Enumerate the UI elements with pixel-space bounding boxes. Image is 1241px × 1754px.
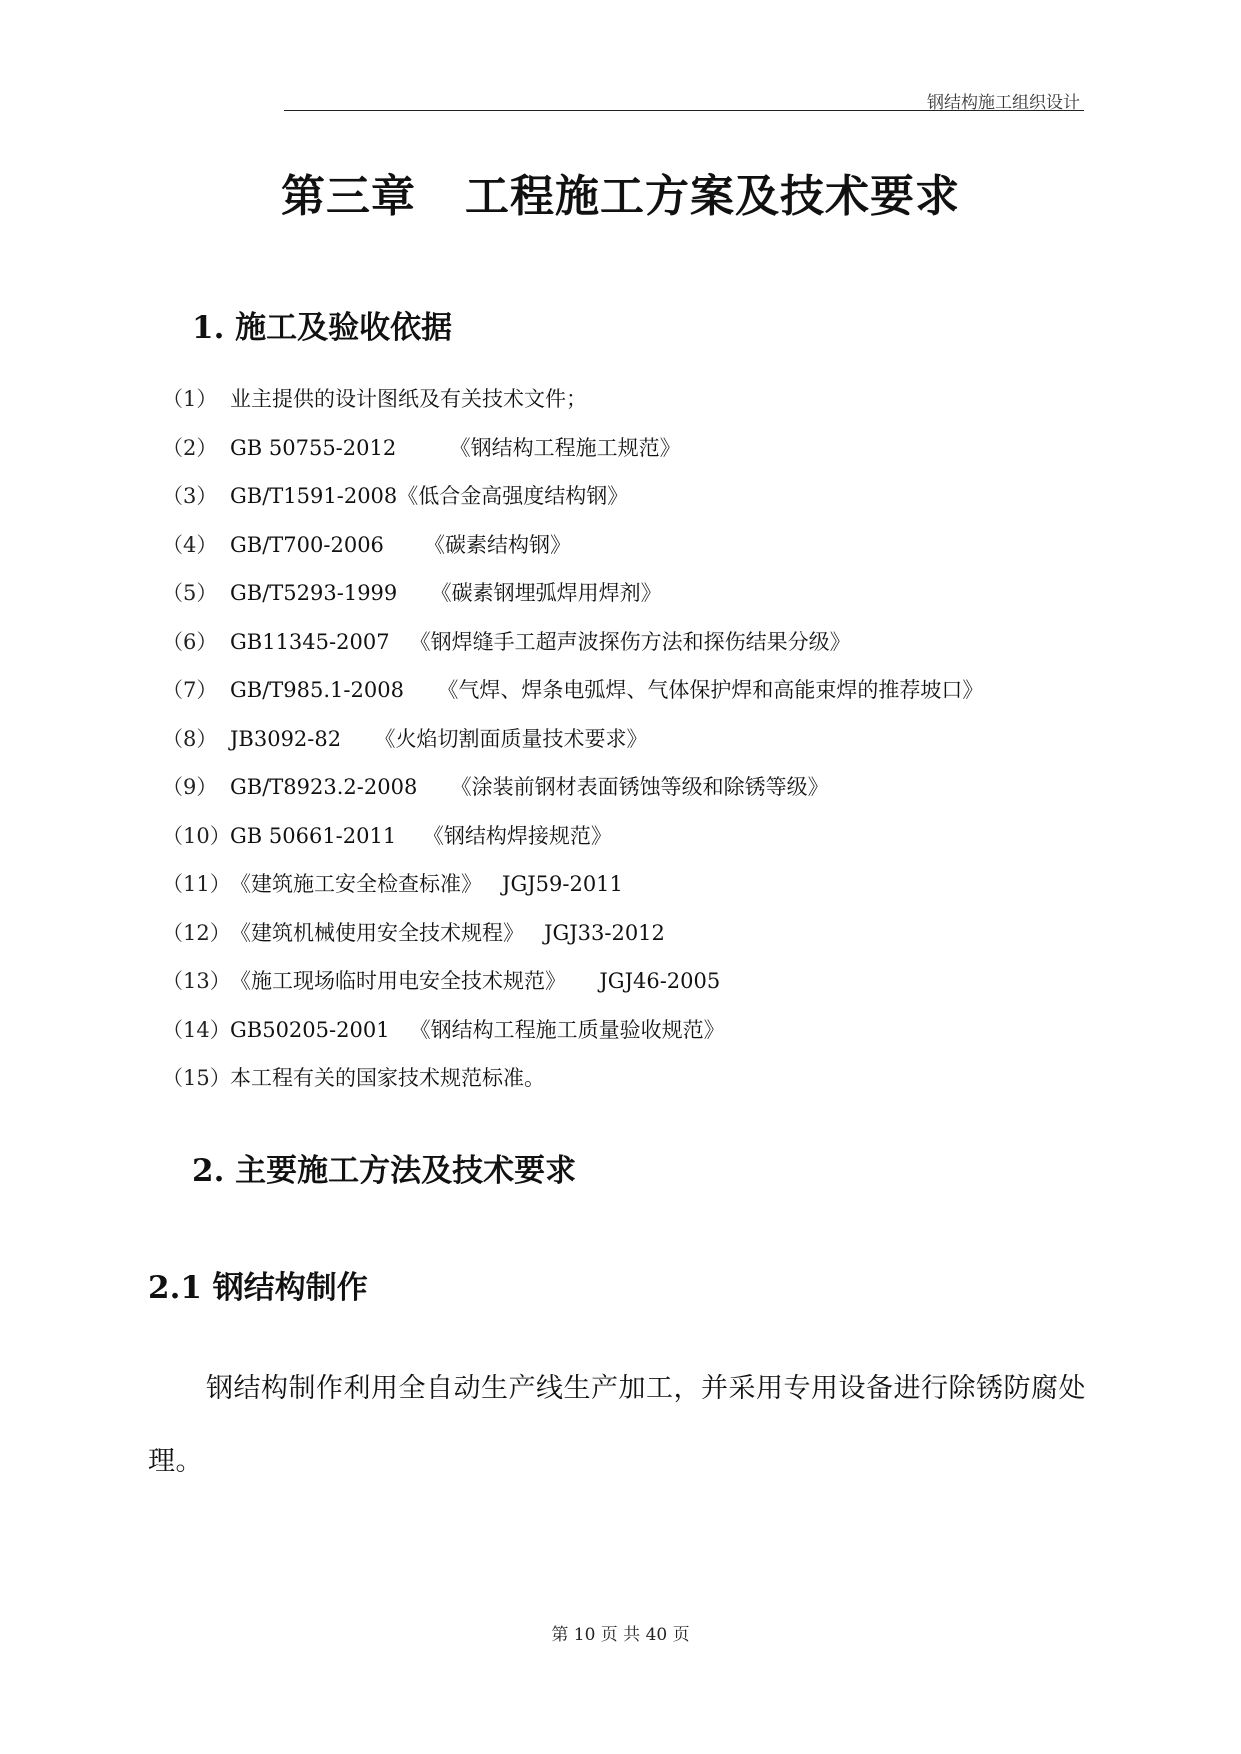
list-item <box>162 626 983 675</box>
list-item <box>162 577 983 626</box>
item-number: （15） <box>162 1066 231 1090</box>
reference-list <box>162 383 983 1111</box>
item-number: （9） <box>162 775 218 799</box>
item-number: （10） <box>162 823 231 848</box>
item-number: （6） <box>162 629 218 654</box>
header-title: 钢结构施工组织设计 <box>927 93 1080 113</box>
item-number: （4） <box>162 532 218 557</box>
item-number: （3） <box>162 484 218 508</box>
chapter-title: 第三章 工程施工方案及技术要求 <box>281 171 960 222</box>
item-number: （13） <box>162 969 231 993</box>
list-item <box>162 820 983 869</box>
list-item <box>162 529 983 578</box>
list-item <box>162 480 983 529</box>
subsection-title-fabrication: 2.1 钢结构制作 <box>148 1270 368 1306</box>
list-item <box>162 432 983 481</box>
item-text: GB/T985.1-2008 《气焊、焊条电弧焊、气体保护焊和高能束焊的推荐坡口》 <box>230 678 984 702</box>
item-text: 《建筑机械使用安全技术规程》 JGJ33-2012 <box>230 920 665 945</box>
item-number: （5） <box>162 581 218 605</box>
list-item <box>162 1014 983 1063</box>
item-text: GB11345-2007 《钢焊缝手工超声波探伤方法和探伤结果分级》 <box>230 629 851 654</box>
list-item <box>162 1062 983 1111</box>
list-item <box>162 917 983 966</box>
item-text: GB50205-2001 《钢结构工程施工质量验收规范》 <box>230 1017 725 1042</box>
list-item <box>162 771 983 820</box>
item-number: （2） <box>162 435 218 460</box>
item-text: GB/T1591-2008《低合金高强度结构钢》 <box>230 484 629 508</box>
item-text: GB/T5293-1999 《碳素钢埋弧焊用焊剂》 <box>230 581 662 605</box>
list-item <box>162 383 983 432</box>
section-title-methods: 2. 主要施工方法及技术要求 <box>192 1153 577 1189</box>
page-number: 第 10 页 共 40 页 <box>551 1625 690 1645</box>
list-item <box>162 965 983 1014</box>
item-text: GB/T700-2006 《碳素结构钢》 <box>230 532 571 557</box>
page-header <box>284 86 1084 111</box>
item-text: 本工程有关的国家技术规范标准。 <box>230 1066 545 1090</box>
list-item <box>162 674 983 723</box>
list-item <box>162 723 983 772</box>
item-text: GB 50755-2012 《钢结构工程施工规范》 <box>230 435 681 460</box>
item-text: 《建筑施工安全检查标准》 JGJ59-2011 <box>230 872 623 896</box>
body-paragraph: 钢结构制作利用全自动生产线生产加工，并采用专用设备进行除锈防腐处理。 <box>148 1373 1086 1477</box>
item-number: （14） <box>162 1017 231 1042</box>
item-text: JB3092-82 《火焰切割面质量技术要求》 <box>230 726 648 751</box>
item-text: 业主提供的设计图纸及有关技术文件； <box>230 387 587 411</box>
item-number: （12） <box>162 920 231 945</box>
item-number: （1） <box>162 387 218 411</box>
item-number: （11） <box>162 872 231 896</box>
item-text: 《施工现场临时用电安全技术规范》 JGJ46-2005 <box>230 969 721 993</box>
item-text: GB/T8923.2-2008 《涂装前钢材表面锈蚀等级和除锈等级》 <box>230 775 829 799</box>
list-item <box>162 868 983 917</box>
item-number: （7） <box>162 678 218 702</box>
item-text: GB 50661-2011 《钢结构焊接规范》 <box>230 823 612 848</box>
item-number: （8） <box>162 726 218 751</box>
section-title-basis: 1. 施工及验收依据 <box>192 310 453 346</box>
